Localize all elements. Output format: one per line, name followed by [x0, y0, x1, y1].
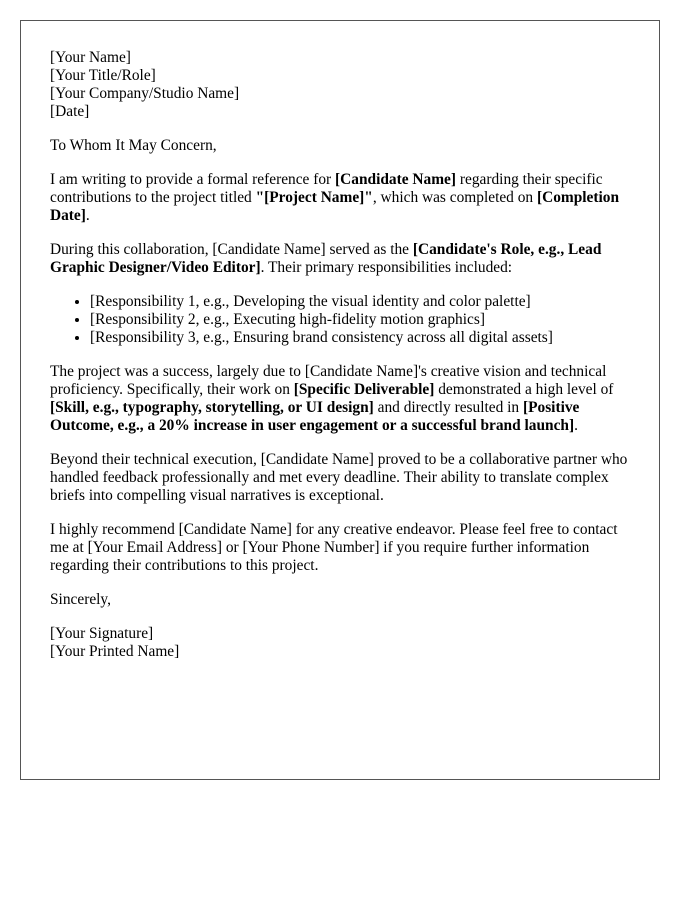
sender-title: [Your Title/Role]	[50, 67, 156, 84]
paragraph-collaboration: Beyond their technical execution, [Candidate Name] proved to be a collaborative partner who handled feedback professionally and met every deadline. Their ability to translate complex briefs into compelling visual narratives is exceptional.	[50, 451, 628, 504]
printed-name: [Your Printed Name]	[50, 643, 180, 660]
candidate-role-bold: [Candidate's Role, e.g., Lead Graphic Designer/Video Editor]	[50, 241, 602, 276]
role-text-2: . Their primary responsibilities included:	[260, 259, 513, 276]
success-text-2: demonstrated a high level of	[434, 381, 614, 398]
sender-company: [Your Company/Studio Name]	[50, 85, 240, 102]
intro-text-1: I am writing to provide a formal reference for	[50, 171, 336, 188]
closing: Sincerely,	[50, 591, 111, 608]
sender-block	[50, 49, 640, 121]
intro-text-4: .	[85, 207, 90, 224]
signature: [Your Signature]	[50, 625, 154, 642]
letter-body	[50, 49, 640, 677]
responsibilities-list	[50, 293, 640, 347]
signature-block	[50, 625, 640, 661]
candidate-name-bold: [Candidate Name]	[335, 171, 457, 188]
intro-text-2: regarding their specific contributions to the project titled	[50, 171, 603, 206]
sender-name: [Your Name]	[50, 49, 131, 66]
list-item: • [Responsibility 3, e.g., Ensuring brand consistency across all digital assets]	[90, 329, 640, 347]
success-text-1: The project was a success, largely due to [Candidate Name]'s creative vision and technical proficiency. Specifically, their work on	[50, 363, 607, 398]
role-text-1: During this collaboration, [Candidate Name] served as the	[50, 241, 413, 258]
outcome-bold: [Positive Outcome, e.g., a 20% increase in user engagement or a successful brand launch]	[50, 399, 580, 434]
paragraph-recommendation: I highly recommend [Candidate Name] for any creative endeavor. Please feel free to contact me at [Your Email Address] or [Your Phone Number] if you require further information regarding their contributions to this project.	[50, 521, 618, 574]
list-item: • [Responsibility 1, e.g., Developing the visual identity and color palette]	[90, 293, 640, 311]
skill-bold: [Skill, e.g., typography, storytelling, or UI design]	[50, 399, 374, 416]
success-text-3: and directly resulted in	[373, 399, 523, 416]
completion-date-bold: [Completion Date]	[50, 189, 620, 224]
project-name-bold: "[Project Name]"	[255, 189, 373, 206]
list-item: • [Responsibility 2, e.g., Executing high-fidelity motion graphics]	[90, 311, 640, 329]
letter-page	[20, 20, 660, 780]
success-text-4: .	[574, 417, 578, 434]
paragraph-role	[50, 241, 640, 277]
salutation: To Whom It May Concern,	[50, 137, 217, 154]
letter-date: [Date]	[50, 103, 90, 120]
intro-text-3: , which was completed on	[372, 189, 537, 206]
paragraph-success	[50, 363, 640, 435]
paragraph-intro	[50, 171, 640, 225]
deliverable-bold: [Specific Deliverable]	[293, 381, 435, 398]
